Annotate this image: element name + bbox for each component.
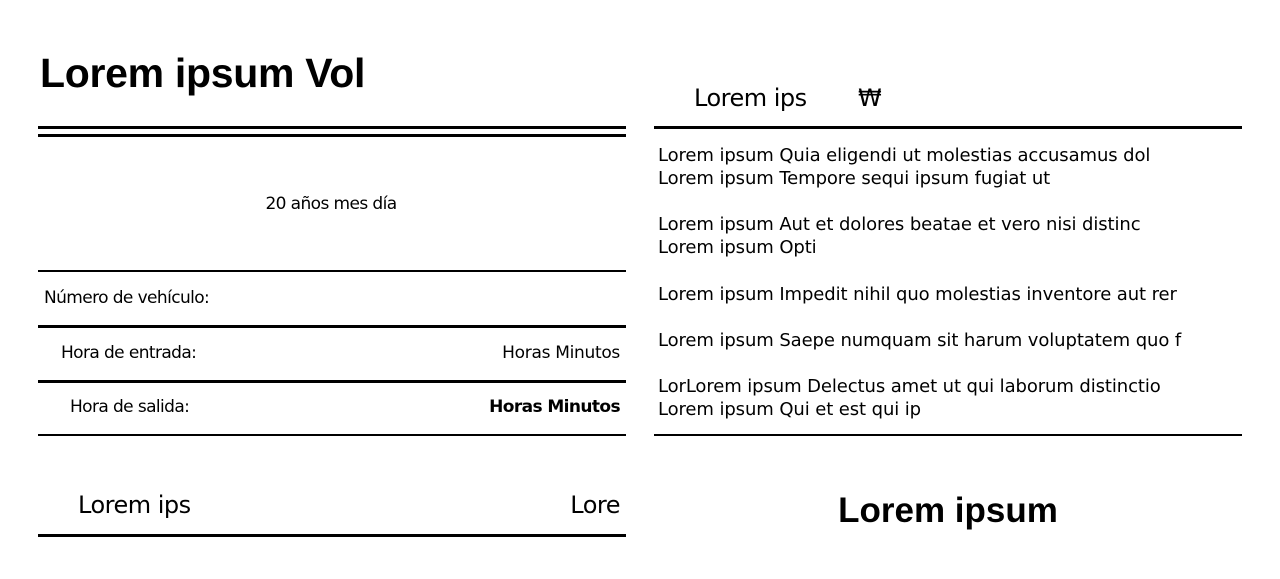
note-line: Lorem ipsum Qui et est qui ip xyxy=(658,399,921,420)
entry-divider xyxy=(38,380,626,383)
document-title: Lorem ipsum Vol xyxy=(40,50,366,96)
footer-rule xyxy=(38,534,626,537)
right-footer-title: Lorem ipsum xyxy=(838,491,1058,530)
vehicle-divider xyxy=(38,325,626,328)
title-double-rule-top xyxy=(38,126,626,129)
footer-value: Lore xyxy=(570,491,620,519)
right-notes-rule xyxy=(654,434,1242,436)
note-line: Lorem ipsum Aut et dolores beatae et vero nisi distinc xyxy=(658,214,1141,235)
title-double-rule-bottom xyxy=(38,134,626,137)
exit-time-value: Horas Minutos xyxy=(489,397,620,417)
vehicle-number-label: Número de vehículo: xyxy=(44,288,210,308)
note-line: Lorem ipsum Saepe numquam sit harum voluptatem quo f xyxy=(658,330,1182,351)
currency-won-icon: ₩ xyxy=(858,84,882,112)
note-line: Lorem ipsum Quia eligendi ut molestias accusamus dol xyxy=(658,145,1151,166)
exit-divider xyxy=(38,434,626,436)
footer-label: Lorem ips xyxy=(78,491,191,519)
note-line: LorLorem ipsum Delectus amet ut qui laborum distinctio xyxy=(658,376,1161,397)
date-divider xyxy=(38,270,626,272)
entry-time-label: Hora de entrada: xyxy=(61,343,197,363)
right-header-label: Lorem ips xyxy=(694,84,807,112)
note-line: Lorem ipsum Opti xyxy=(658,237,817,258)
date-field: 20 años mes día xyxy=(265,194,397,214)
right-header-rule xyxy=(654,126,1242,129)
note-line: Lorem ipsum Tempore sequi ipsum fugiat ut xyxy=(658,168,1051,189)
exit-time-label: Hora de salida: xyxy=(70,397,190,417)
entry-time-value: Horas Minutos xyxy=(502,343,620,363)
note-line: Lorem ipsum Impedit nihil quo molestias inventore aut rer xyxy=(658,284,1177,305)
